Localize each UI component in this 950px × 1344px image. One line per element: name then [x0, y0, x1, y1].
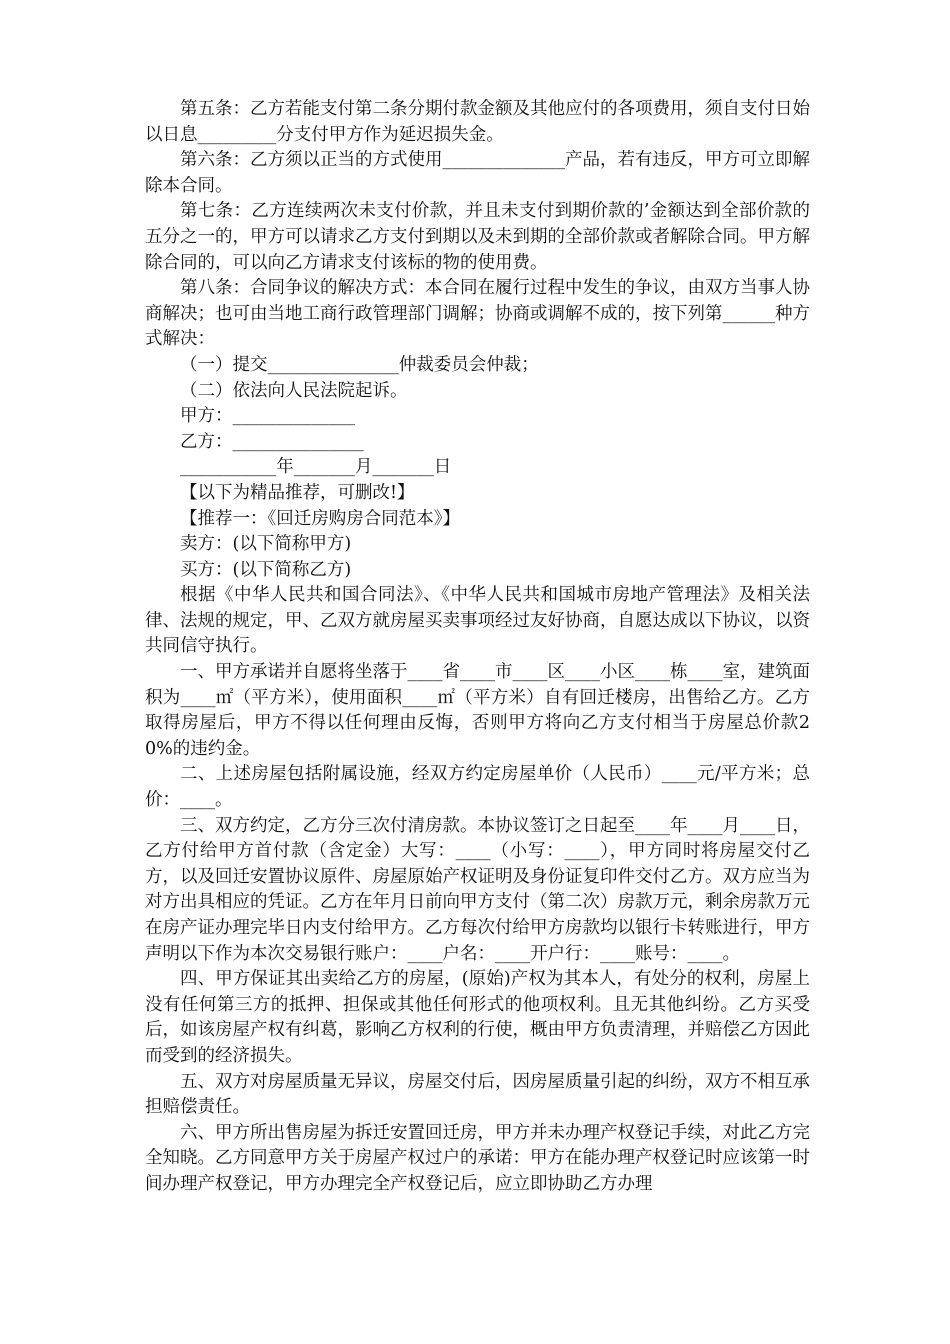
article-3-paragraph: 三、双方约定，乙方分三次付清房款。本协议签订之日起至____年____月____日，乙方付给甲方首付款（含定金）大写：____（小写：____），甲方同时将房屋交付乙方，以及回迁安置协议原件、房屋原始产权证明及身份证复印件交付乙方。双方应当为对方出具相应的凭证。乙方在年月日前向甲方支付（第二次）房款万元，剩余房款万元在房产证办理完毕日内支付给甲方。乙方每次付给甲方房款均以银行卡转账进行，甲方声明以下作为本次交易银行账户：____户名：____开户行：____账号：____。: [145, 815, 810, 964]
buyer-line: 买方：(以下简称乙方): [180, 559, 352, 580]
arbitration-option: （一）提交_______________仲裁委员会仲裁；: [180, 354, 539, 375]
article-2-paragraph: 二、上述房屋包括附属设施，经双方约定房屋单价（人民币）____元/平方米；总价：____。: [145, 764, 810, 811]
preamble-paragraph: 根据《中华人民共和国合同法》、《中华人民共和国城市房地产管理法》及相关法律、法规的规定，甲、乙双方就房屋买卖事项经过友好协商，自愿达成以下协议，以资共同信守执行。: [145, 585, 810, 657]
article-5-paragraph: 五、双方对房屋质量无异议，房屋交付后，因房屋质量引起的纠纷，双方不相互承担赔偿责任。: [145, 1071, 810, 1118]
clause-5-paragraph: 第五条：乙方若能支付第二条分期付款金额及其他应付的各项费用，须自支付日始以日息_________分支付甲方作为延迟损失金。: [145, 99, 810, 145]
article-1-paragraph: 一、甲方承诺并自愿将坐落于____省____市____区____小区____栋____室，建筑面积为____㎡（平方米），使用面积____㎡（平方米）自有回迁楼房，出售给乙方。乙方取得房屋后，甲方不得以任何理由反悔，否则甲方将向乙方支付相当于房屋总价款20%的违约金。: [145, 662, 810, 759]
recommendation-title: 【推荐一：《回迁房购房合同范本》】: [180, 508, 460, 529]
date-line: ___________年_______月_______日: [180, 457, 452, 478]
recommendation-notice: 【以下为精品推荐，可删改!】: [180, 482, 415, 503]
article-4-paragraph: 四、甲方保证其出卖给乙方的房屋，(原始)产权为其本人，有处分的权利，房屋上没有任何第三方的抵押、担保或其他任何形式的他项权利。且无其他纠纷。乙方买受后，如该房屋产权有纠葛，影响乙方权利的行使，概由甲方负责清理，并赔偿乙方因此而受到的经济损失。: [145, 969, 810, 1066]
clause-8-paragraph: 第八条：合同争议的解决方式：本合同在履行过程中发生的争议，由双方当事人协商解决；也可由当地工商行政管理部门调解；协商或调解不成的，按下列第______种方式解决：: [145, 278, 810, 350]
clause-7-paragraph: 第七条：乙方连续两次未支付价款，并且未支付到期价款的’金额达到全部价款的五分之一的，甲方可以请求乙方支付到期以及未到期的全部价款或者解除合同。甲方解除合同的，可以向乙方请求支付该标的物的使用费。: [145, 201, 810, 273]
party-a-signature-line: 甲方：______________: [180, 406, 355, 427]
article-6-paragraph: 六、甲方所出售房屋为拆迁安置回迁房，甲方并未办理产权登记手续，对此乙方完全知晓。乙方同意甲方关于房屋产权过户的承诺：甲方在能办理产权登记时应该第一时间办理产权登记，甲方办理完全产权登记后，应立即协助乙方办理: [145, 1122, 810, 1194]
seller-line: 卖方：(以下简称甲方): [180, 534, 352, 555]
clause-6-paragraph: 第六条：乙方须以正当的方式使用______________产品，若有违反，甲方可立即解除本合同。: [145, 150, 810, 196]
litigation-option: （二）依法向人民法院起诉。: [180, 380, 408, 401]
party-b-signature-line: 乙方：_______________: [180, 431, 364, 452]
contract-document: [145, 97, 810, 1198]
